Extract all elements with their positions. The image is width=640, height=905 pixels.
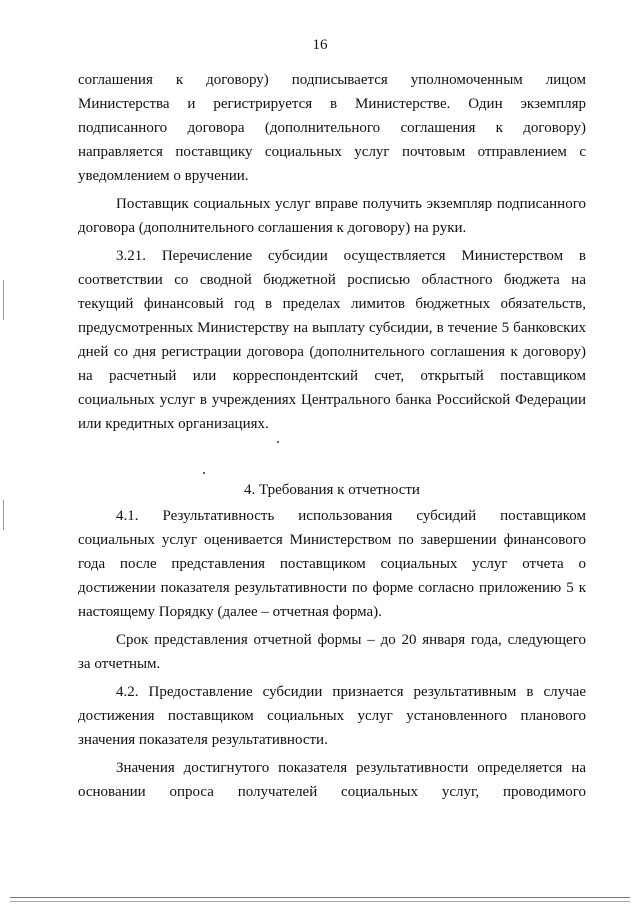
paragraph-receipt — [78, 192, 586, 240]
text-line: дней со дня регистрации договора (дополнительного соглашения к договору) — [78, 344, 586, 360]
text-line: Срок представления отчетной формы – до 20 января года, следующего — [116, 632, 586, 648]
scan-margin-mark — [3, 280, 4, 320]
text-line: значения показателя результативности. — [78, 732, 328, 748]
text-line: Значения достигнутого показателя результативности определяется на — [116, 760, 586, 776]
page-number: 16 — [312, 37, 328, 53]
text-line: соглашения к договору) подписывается уполномоченным лицом — [78, 72, 586, 88]
text-line: соответствии со сводной бюджетной росписью областного бюджета на — [78, 272, 586, 288]
text-line: 4.1. Результативность использования субсидий поставщиком — [116, 508, 586, 524]
paragraph-4-2 — [78, 680, 586, 752]
body-text-section-4 — [78, 504, 586, 804]
text-line: достижении показателя результативности по форме согласно приложению 5 к — [78, 580, 586, 596]
paragraph-3-21 — [78, 244, 586, 436]
text-line: текущий финансовый год в пределах лимитов бюджетных обязательств, — [78, 296, 586, 312]
scan-bottom-edge — [10, 901, 630, 902]
text-line: уведомлением о вручении. — [78, 168, 249, 184]
text-line: Поставщик социальных услуг вправе получить экземпляр подписанного — [116, 196, 586, 212]
scan-margin-mark — [3, 500, 4, 530]
paragraph-4-1 — [78, 504, 586, 624]
text-line: подписанного договора (дополнительного соглашения к договору) — [78, 120, 586, 136]
text-line: предусмотренных Министерству на выплату субсидии, в течение 5 банковских — [78, 320, 586, 336]
text-line: за отчетным. — [78, 656, 161, 672]
text-line: на расчетный или корреспондентский счет, открытый поставщиком — [78, 368, 586, 384]
scan-bottom-edge — [10, 897, 630, 898]
text-line: или кредитных организациях. — [78, 416, 269, 432]
text-line: Министерства и регистрируется в Министерстве. Один экземпляр — [78, 96, 586, 112]
text-line: 4.2. Предоставление субсидии признается результативным в случае — [116, 684, 586, 700]
text-line: настоящему Порядку (далее – отчетная форма). — [78, 604, 382, 620]
text-line: основании опроса получателей социальных услуг, проводимого — [78, 784, 586, 800]
text-line: направляется поставщику социальных услуг почтовым отправлением с — [78, 144, 586, 160]
section-heading: 4. Требования к отчетности — [244, 482, 420, 498]
text-line: социальных услуг в учреждениях Центрального банка Российской Федерации — [78, 392, 586, 408]
section-heading-block — [78, 478, 586, 502]
paragraph-continuation — [78, 68, 586, 188]
text-line: договора (дополнительного соглашения к договору) на руки. — [78, 220, 467, 236]
paragraph-values — [78, 756, 586, 804]
scan-speck — [277, 441, 279, 443]
body-text-top — [78, 68, 586, 436]
scan-speck — [203, 472, 205, 474]
paragraph-deadline — [78, 628, 586, 676]
text-line: 3.21. Перечисление субсидии осуществляется Министерством в — [116, 248, 586, 264]
text-line: достижения поставщиком социальных услуг установленного планового — [78, 708, 586, 724]
text-line: социальных услуг оценивается Министерством по завершении финансового — [78, 532, 586, 548]
text-line: года после представления поставщиком социальных услуг отчета о — [78, 556, 586, 572]
